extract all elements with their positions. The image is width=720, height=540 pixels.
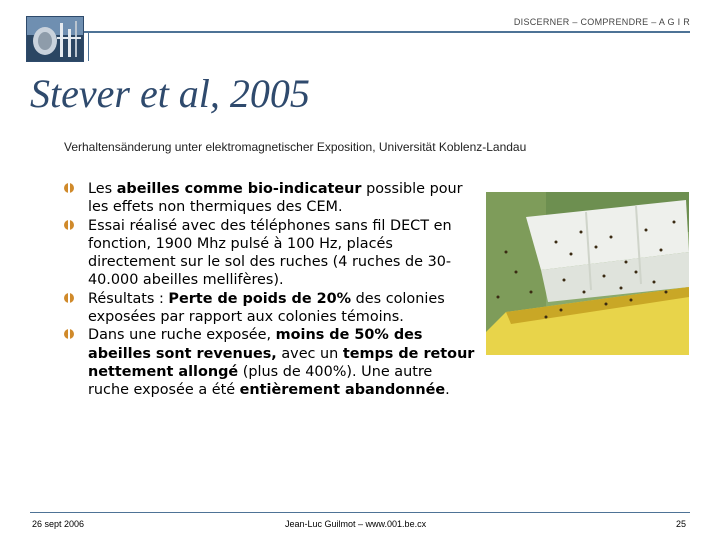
text-run: Dans une ruche exposée, [88, 327, 276, 344]
bullet-list [64, 180, 476, 400]
text-run: Essai réalisé avec des téléphones sans fil DECT en fonction, 1900 Mhz pulsé à 100 Hz, placés directement sur le sol des ruches (4 ruches de 30-40.000 abeilles mellifères). [88, 217, 452, 289]
text-run: Les [88, 181, 117, 197]
bullet-item [64, 217, 476, 290]
bullet-item [64, 326, 476, 399]
text-run: Résultats : [88, 290, 169, 307]
bullet-item [64, 290, 476, 327]
header-vertical-rule [88, 31, 89, 61]
bold-text: entièrement abandonnée [239, 382, 446, 399]
bold-text: temps de retour nettement allongé [88, 345, 475, 380]
slide-title: Stever et al, 2005 [30, 71, 310, 116]
header-rule [84, 31, 690, 33]
bullet-text [88, 291, 445, 325]
bullet-item [64, 180, 476, 217]
header-tagline: DISCERNER – COMPRENDRE – A G I R [513, 17, 690, 27]
bullet-text [88, 181, 463, 215]
bullet-text [88, 327, 474, 398]
bullet-icon [64, 183, 74, 193]
footer-rule [30, 512, 690, 513]
text-run: (plus de 400%). Une autre ruche exposée a été [88, 363, 433, 399]
footer-page-number: 25 [675, 519, 686, 529]
text-run: . [445, 382, 450, 399]
bullet-text [88, 218, 452, 289]
footer-author: Jean-Luc Guilmot – www.001.be.cx [285, 519, 427, 529]
bullet-icon [64, 293, 74, 303]
footer-date: 26 sept 2006 [32, 519, 85, 529]
text-run: des colonies exposées par rapport aux colonies témoins. [88, 290, 445, 326]
bold-text: abeilles comme bio-indicateur [116, 181, 362, 197]
slide-subtitle: Verhaltensänderung unter elektromagnetischer Exposition, Universität Koblenz-Landau [64, 140, 527, 154]
bold-text: Perte de poids de 20% [168, 290, 352, 307]
beehive-photo [486, 192, 689, 355]
bullet-icon [64, 329, 74, 339]
text-run: avec un [276, 345, 343, 362]
bold-text: moins de 50% des abeilles sont revenues, [88, 327, 423, 362]
logo-image [26, 16, 84, 62]
bullet-icon [64, 220, 74, 230]
text-run: possible pour les effets non thermiques des CEM. [88, 181, 463, 216]
